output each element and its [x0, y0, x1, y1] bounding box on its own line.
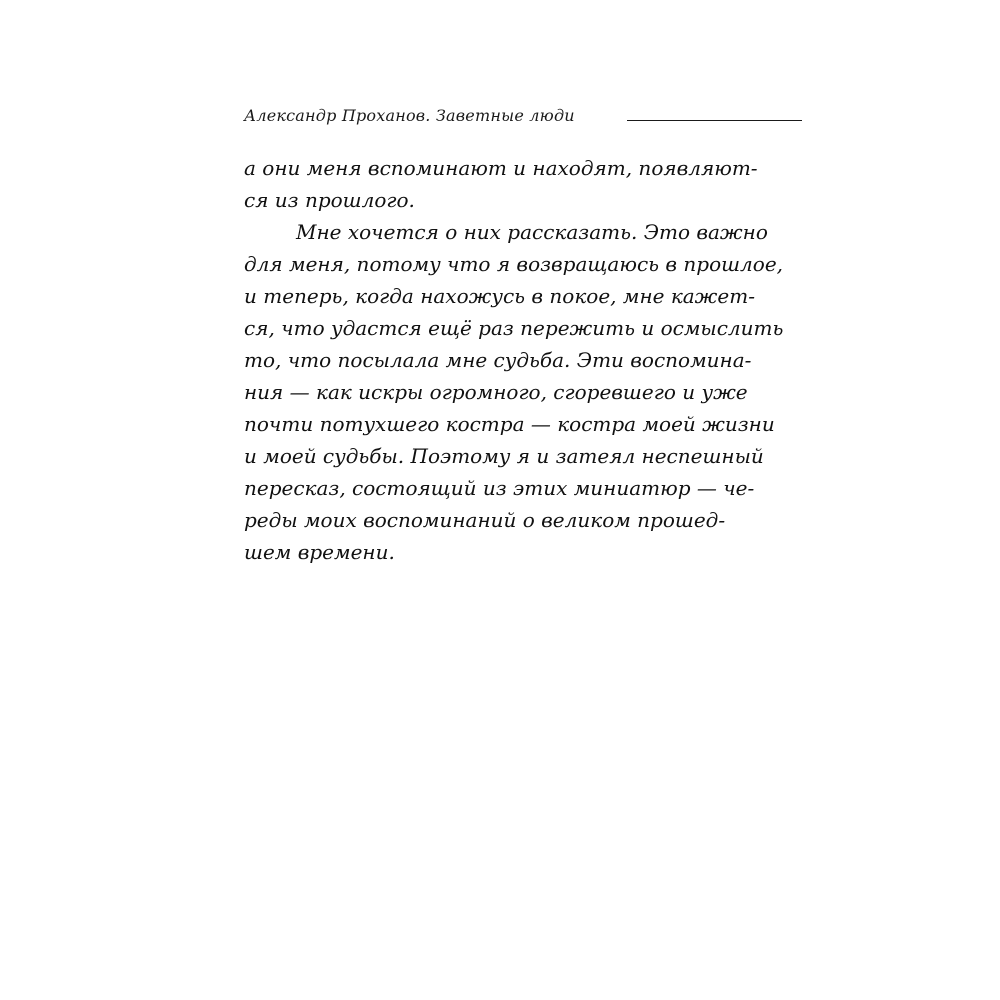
text-line: ся из прошлого.	[244, 188, 415, 212]
paragraph-start-line: Мне хочется о них рассказать. Это важно	[296, 220, 768, 244]
text-line: а они меня вспоминают и находят, появляют-	[244, 156, 758, 180]
running-header	[244, 100, 804, 130]
header-rule	[627, 120, 802, 121]
running-header-title: Александр Проханов. Заветные люди	[244, 105, 575, 125]
text-line: шем времени.	[244, 540, 395, 564]
text-line: почти потухшего костра — костра моей жизни	[244, 412, 775, 436]
text-line: то, что посылала мне судьба. Эти воспомина-	[244, 348, 752, 372]
text-line: реды моих воспоминаний о великом прошед-	[244, 508, 726, 532]
text-line: и теперь, когда нахожусь в покое, мне кажет-	[244, 284, 755, 308]
text-line: для меня, потому что я возвращаюсь в прошлое,	[244, 252, 784, 276]
text-line: ния — как искры огромного, сгоревшего и уже	[244, 380, 748, 404]
text-line: и моей судьбы. Поэтому я и затеял неспешный	[244, 444, 764, 468]
body-text	[244, 152, 804, 568]
text-line: ся, что удастся ещё раз пережить и осмыслить	[244, 316, 784, 340]
text-line: пересказ, состоящий из этих миниатюр — че-	[244, 476, 755, 500]
